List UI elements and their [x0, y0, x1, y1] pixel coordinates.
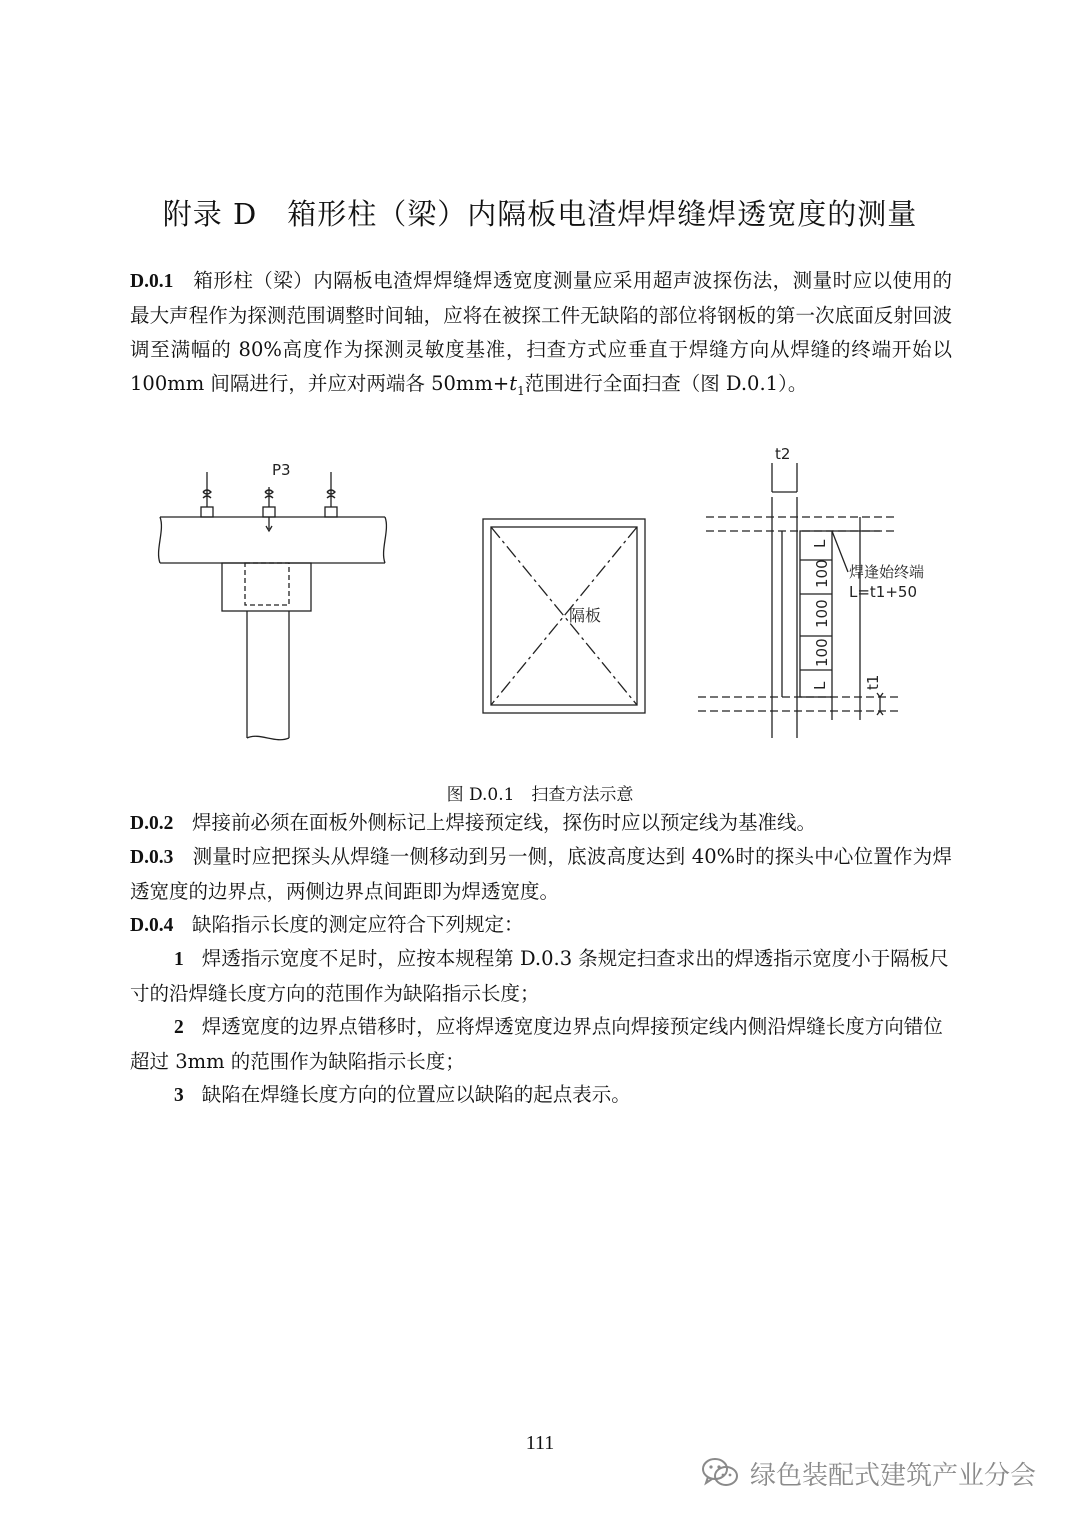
clause-d02 [130, 806, 952, 841]
probe-right [325, 507, 337, 517]
clause-number: D.0.4 [130, 915, 174, 936]
item-number: 1 [174, 949, 184, 970]
label-100-2: 100 [813, 599, 831, 628]
item-number: 3 [174, 1085, 184, 1106]
watermark-text: 绿色装配式建筑产业分会 [750, 1460, 1037, 1491]
leader-line [832, 531, 848, 572]
clause-text: 测量时应把探头从焊缝一侧移动到另一侧，底波高度达到 40%时的探头中心位置作为焊透宽度的边界点，两侧边界点间距即为焊透宽度。 [130, 845, 952, 903]
label-t1: t1 [864, 674, 882, 690]
box-outer [483, 519, 645, 713]
clause-number: D.0.3 [130, 847, 174, 868]
figure-d01 [0, 440, 1080, 780]
label-L-bottom: L [811, 681, 829, 690]
item-text: 焊透宽度的边界点错移时，应将焊透宽度边界点向焊接预定线内侧沿焊缝长度方向错位超过 3mm 的范围作为缺陷指示长度； [130, 1015, 943, 1073]
label-formula: L=t1+50 [849, 583, 918, 601]
list-item [130, 1078, 952, 1113]
list-item [130, 942, 952, 1011]
probe-center [263, 507, 275, 517]
diaphragm [245, 563, 289, 605]
clause-text: 焊接前必须在面板外侧标记上焊接预定线，探伤时应以预定线为基准线。 [191, 811, 816, 834]
figure-caption: 图 D.0.1 扫查方法示意 [446, 785, 634, 805]
clause-number: D.0.1 [130, 271, 174, 292]
label-100-1: 100 [813, 559, 831, 588]
wechat-icon [700, 1456, 740, 1490]
label-p3: P3 [272, 461, 291, 479]
clause-text: 箱形柱（梁）内隔板电渣焊焊缝焊透宽度测量应采用超声波探伤法，测量时应以使用的最大声程作为探测范围调整时间轴，应将在被探工件无缺陷的部位将钢板的第一次底面反射回波调至满幅的 80%高度作为探测灵敏度基准，扫查方式应垂直于焊缝方向从焊缝的终端开始以 100mm 间隔进行，并应对两端各 50mm+ [130, 269, 952, 395]
item-text: 缺陷在焊缝长度方向的位置应以缺陷的起点表示。 [201, 1083, 631, 1106]
clause-number: D.0.2 [130, 813, 174, 834]
clause-text: 缺陷指示长度的测定应符合下列规定： [191, 913, 524, 936]
t-variable: t [509, 372, 518, 395]
t-subscript: 1 [517, 383, 525, 398]
watermark [700, 1448, 1036, 1498]
page-title: 附录 D 箱形柱（梁）内隔板电渣焊焊缝焊透宽度的测量 [162, 197, 918, 231]
item-text: 焊透指示宽度不足时，应按本规程第 D.0.3 条规定扫查求出的焊透指示宽度小于隔板尺寸的沿焊缝长度方向的范围作为缺陷指示长度； [130, 947, 949, 1005]
page-number: 111 [525, 1432, 555, 1454]
label-weld-end: 焊逢始终端 [849, 563, 925, 581]
label-100-3: 100 [813, 638, 831, 667]
item-number: 2 [174, 1017, 184, 1038]
label-t2: t2 [775, 445, 791, 463]
clause-d03 [130, 840, 952, 909]
list-item [130, 1010, 952, 1079]
probe-left [201, 507, 213, 517]
clause-text-end: 范围进行全面扫查（图 D.0.1）。 [524, 372, 808, 395]
label-plate: 隔板 [569, 606, 602, 625]
label-L-top: L [811, 539, 829, 548]
clause-d01 [130, 264, 952, 408]
clause-d04 [130, 908, 952, 943]
column-flange [222, 563, 311, 611]
